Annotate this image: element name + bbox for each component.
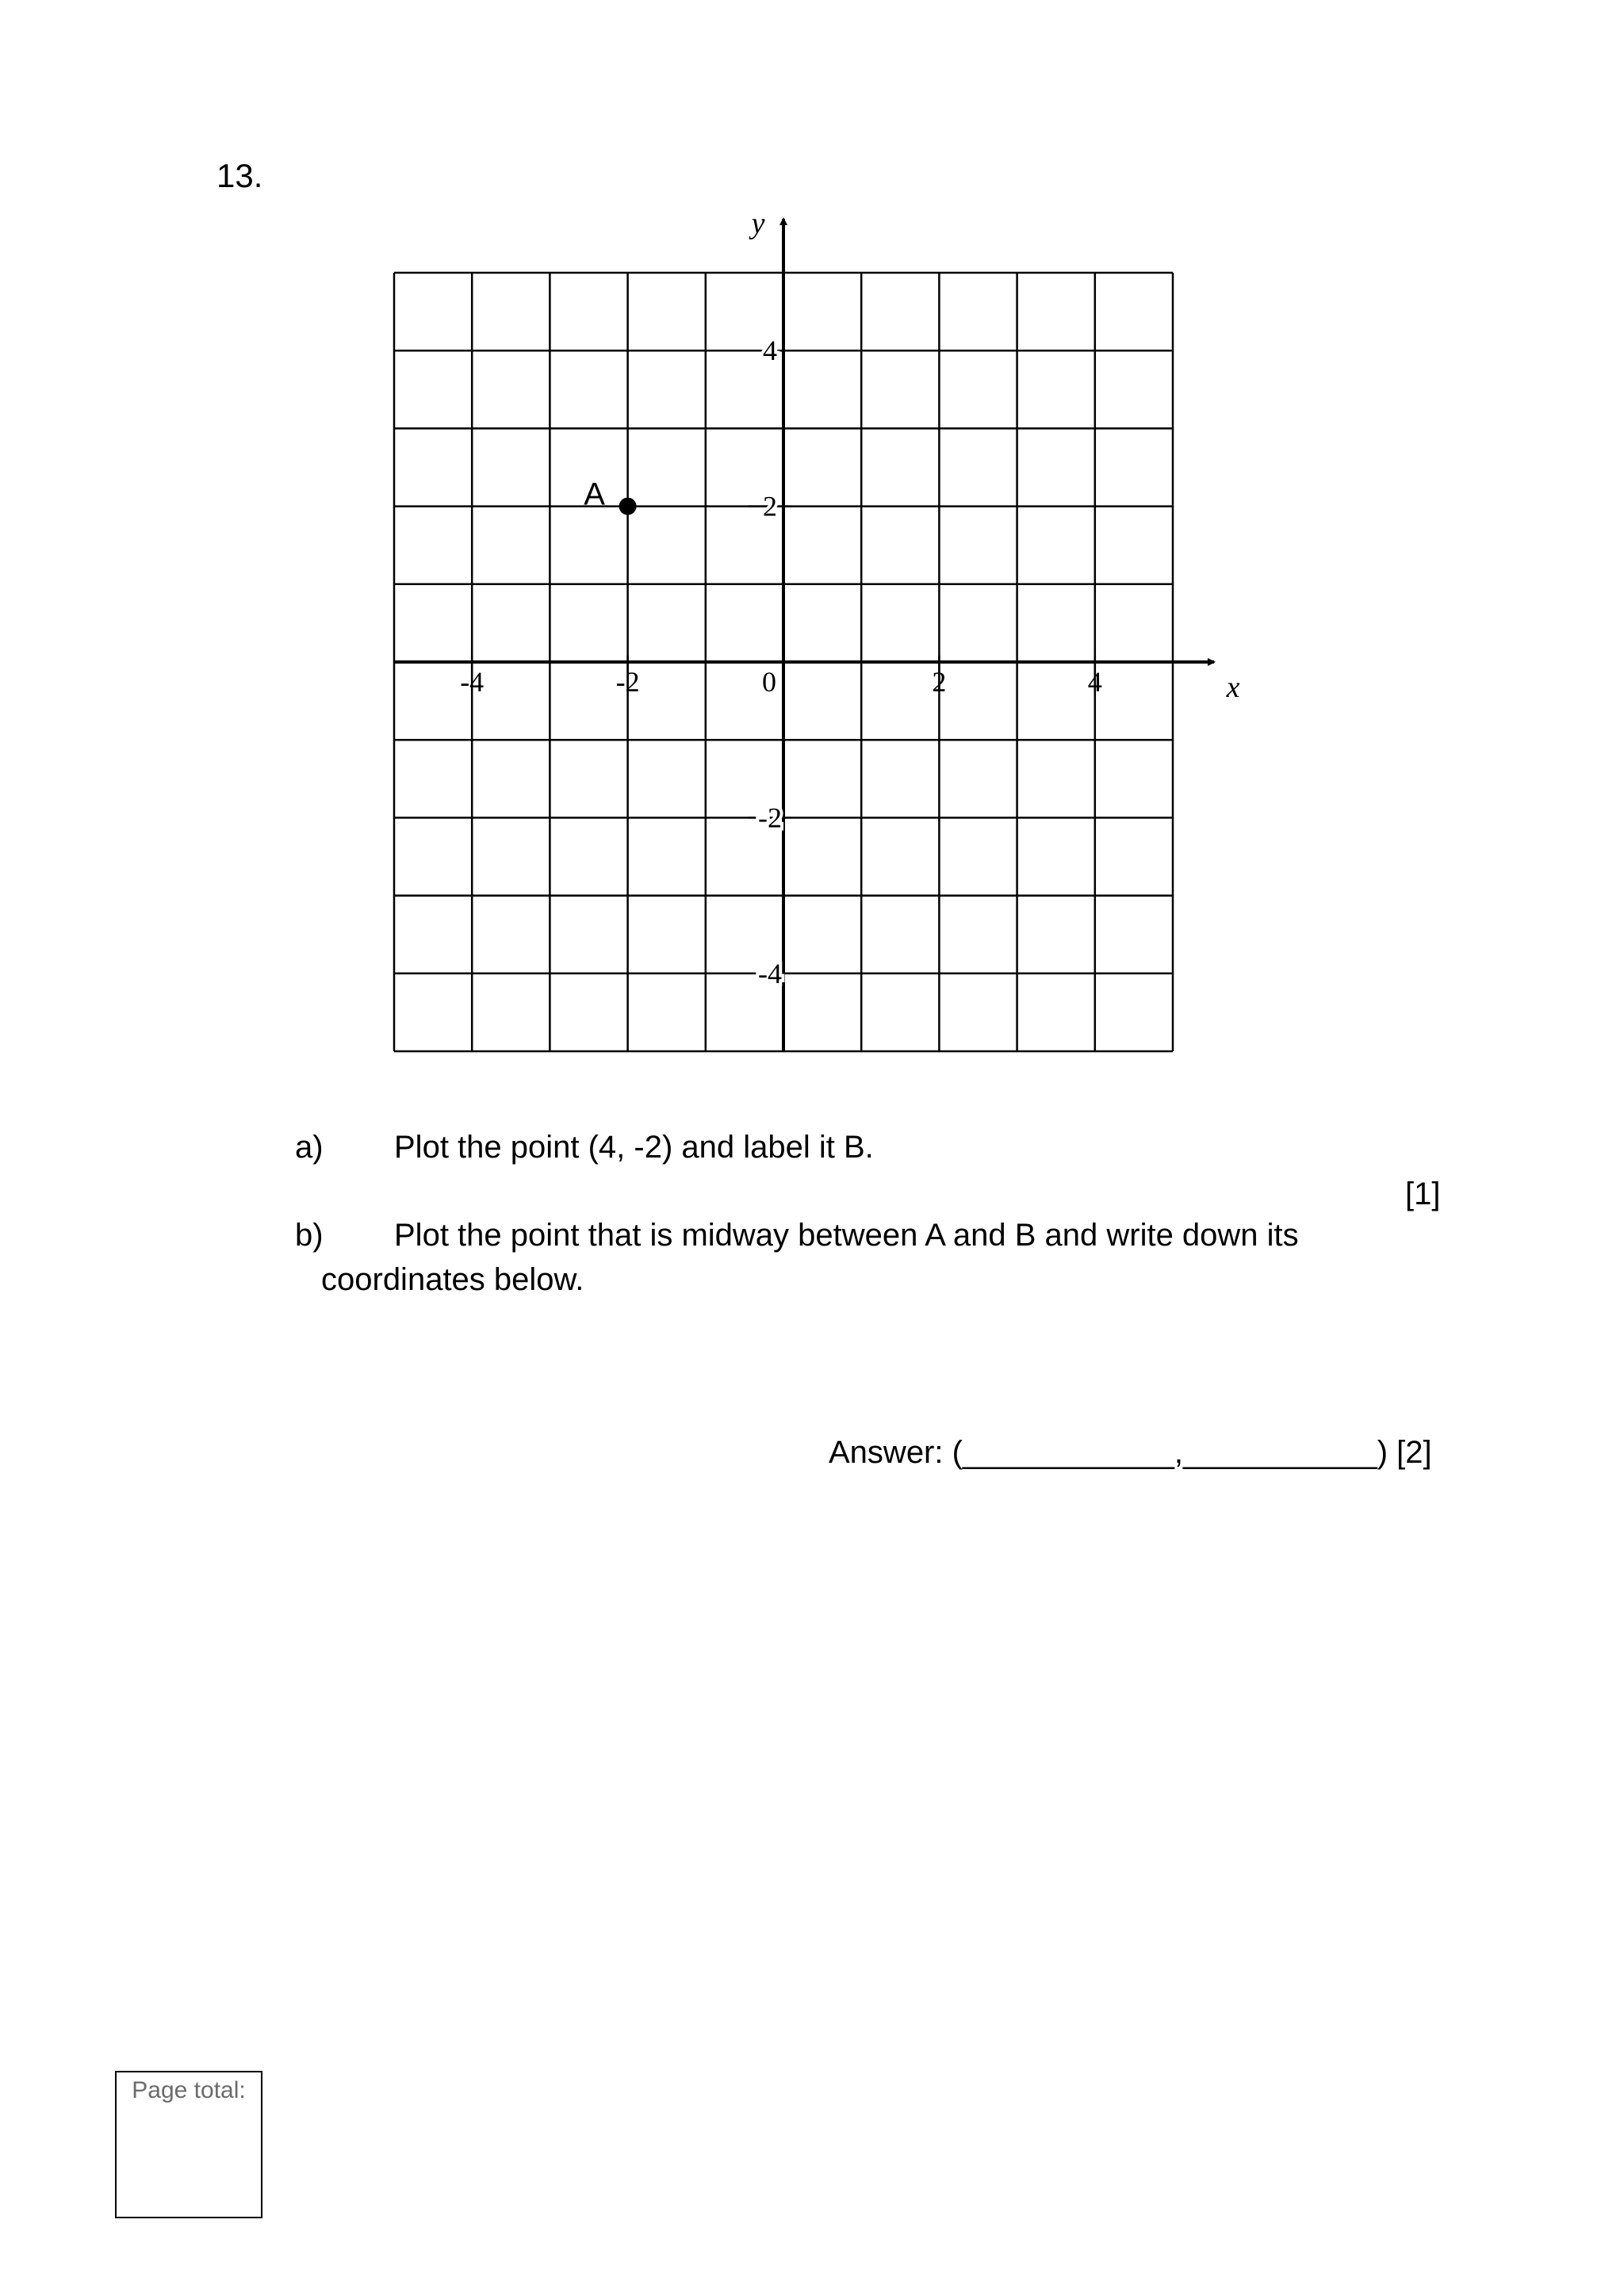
part-a-letter: a) <box>295 1130 324 1165</box>
x-tick-label: 2 <box>932 666 947 698</box>
point-a-label: A <box>584 476 605 512</box>
x-tick-label: 4 <box>1087 666 1102 698</box>
part-b-text-line1: Plot the point that is midway between A and B and write down its <box>394 1218 1299 1253</box>
y-tick-label: -4 <box>758 957 782 989</box>
question-number: 13. <box>216 157 263 194</box>
part-a-text: Plot the point (4, -2) and label it B. <box>394 1130 874 1165</box>
point-a-marker <box>619 498 637 515</box>
answer-line: Answer: (____________,___________) [2] <box>829 1435 1432 1470</box>
y-tick-label: -2 <box>758 802 782 834</box>
axes <box>394 219 1214 1051</box>
y-tick-label: 4 <box>763 335 777 367</box>
x-tick-label: -4 <box>460 666 485 698</box>
x-axis-label: x <box>1226 671 1240 704</box>
part-a-marks: [1] <box>1405 1177 1441 1211</box>
part-b-text-line2: coordinates below. <box>321 1262 584 1297</box>
page-total-label: Page total: <box>132 2077 246 2103</box>
page-total-box <box>115 2071 262 2218</box>
y-tick-label: 2 <box>763 490 777 522</box>
y-axis-label: y <box>751 207 765 240</box>
part-b-letter: b) <box>295 1218 324 1253</box>
x-tick-label: -2 <box>615 666 640 698</box>
x-tick-label: 0 <box>762 666 776 698</box>
coordinate-grid <box>0 0 1624 1110</box>
